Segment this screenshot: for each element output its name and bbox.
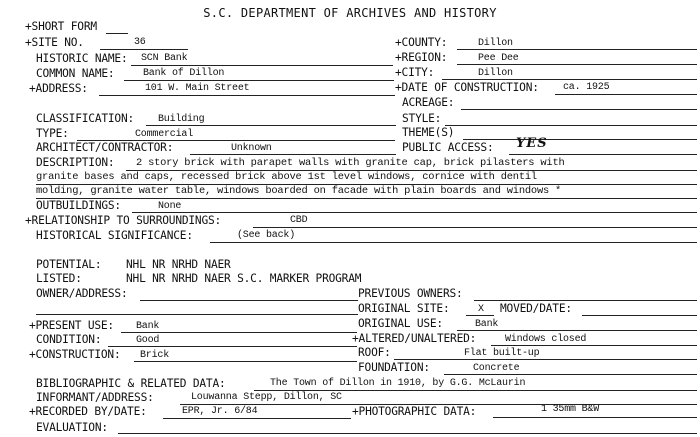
description-line-1: 2 story brick with parapet walls with granite cap, brick pilasters with [136,157,565,169]
condition-label: CONDITION: [36,333,102,346]
description-line-3: molding, granite water table, windows boarded on facade with plain boards and windows * [36,185,562,197]
original-use-label: ORIGINAL USE: [358,317,443,330]
address-value: 101 W. Main Street [145,83,250,94]
present-use-label: +PRESENT USE: [29,319,114,332]
public-access-line [509,154,697,155]
condition-line [108,346,357,347]
themes-line [463,139,697,140]
type-value: Commercial [135,129,194,140]
bibliographic-value: The Town of Dillon in 1910, by G.G. McLaurin [270,378,526,389]
date-of-construction-label: +DATE OF CONSTRUCTION: [395,81,539,94]
region-line [457,64,697,65]
architect-label: ARCHITECT/CONTRACTOR: [36,141,174,154]
themes-label: THEME(S) [402,126,455,139]
foundation-label: FOUNDATION: [358,361,430,374]
roof-label: ROOF: [358,346,391,359]
outbuildings-label: OUTBUILDINGS: [36,199,121,212]
classification-label: CLASSIFICATION: [36,112,135,125]
common-name-value: Bank of Dillon [143,68,225,79]
description-label: DESCRIPTION: [36,156,115,169]
classification-value: Building [158,114,205,125]
photographic-data-value: 1 35mm B&W [541,404,600,415]
previous-owners-label: PREVIOUS OWNERS: [358,287,463,300]
city-label: +CITY: [395,66,435,79]
owner-address-label: OWNER/ADDRESS: [36,287,128,300]
relationship-line [253,227,697,228]
outbuildings-line [132,212,697,213]
altered-label: +ALTERED/UNALTERED: [352,332,477,345]
public-access-value: YES [516,136,548,151]
historic-name-label: HISTORIC NAME: [36,52,128,65]
previous-owners-line [474,300,697,301]
recorded-by-line [163,418,351,419]
date-of-construction-line [555,94,697,95]
informant-label: INFORMANT/ADDRESS: [36,391,154,404]
original-site-line [466,315,494,316]
potential-options: NHL NR NRHD NAER [126,258,231,271]
altered-line [491,345,697,346]
acreage-label: ACREAGE: [402,96,455,109]
owner-address-line [140,300,358,301]
description-rule-3 [36,198,697,199]
short-form-line [106,33,128,34]
county-label: +COUNTY: [395,36,448,49]
county-line [457,49,697,50]
historic-name-value: SCN Bank [141,53,188,64]
relationship-value: CBD [290,215,308,226]
city-line [442,79,697,80]
moved-date-line [582,315,697,316]
description-line-2: granite bases and caps, recessed brick above 1st level windows, cornice with dentil [36,171,537,183]
county-value: Dillon [478,38,513,49]
type-label: TYPE: [36,127,69,140]
original-use-value: Bank [475,319,499,330]
architect-value: Unknown [231,143,272,154]
classification-line [146,125,396,126]
original-site-value: X [478,304,484,315]
relationship-label: +RELATIONSHIP TO SURROUNDINGS: [25,214,222,227]
original-use-line [457,330,697,331]
site-no-line [100,49,188,50]
historical-significance-value: (See back) [237,230,296,241]
architect-line [190,154,396,155]
short-form-label: +SHORT FORM [25,20,97,33]
moved-date-label: MOVED/DATE: [500,302,572,315]
acreage-line [461,109,697,110]
evaluation-line [118,433,697,434]
roof-line [394,359,697,360]
altered-value: Windows closed [505,334,587,345]
site-no-value: 36 [134,37,146,48]
style-line [445,125,697,126]
historical-significance-label: HISTORICAL SIGNIFICANCE: [36,229,193,242]
style-label: STYLE: [402,112,442,125]
date-of-construction-value: ca. 1925 [563,82,610,93]
page-title: S.C. DEPARTMENT OF ARCHIVES AND HISTORY [203,6,497,20]
foundation-value: Concrete [473,363,520,374]
construction-line [134,361,357,362]
bibliographic-label: BIBLIOGRAPHIC & RELATED DATA: [36,377,226,390]
recorded-by-value: EPR, Jr. 6/84 [182,406,258,417]
listed-options: NHL NR NRHD NAER S.C. MARKER PROGRAM [126,272,362,285]
address-label: +ADDRESS: [29,82,88,95]
construction-label: +CONSTRUCTION: [29,348,121,361]
photographic-data-label: +PHOTOGRAPHIC DATA: [352,405,477,418]
common-name-label: COMMON NAME: [36,67,115,80]
address-line [99,95,395,96]
site-no-label: +SITE NO. [25,36,84,49]
listed-label: LISTED: [36,272,82,285]
present-use-line [121,332,357,333]
original-site-label: ORIGINAL SITE: [358,302,450,315]
region-label: +REGION: [395,51,448,64]
region-value: Pee Dee [478,53,519,64]
photographic-data-line [493,417,697,418]
foundation-line [444,374,697,375]
evaluation-label: EVALUATION: [36,421,108,434]
common-name-line [124,80,394,81]
present-use-value: Bank [136,321,160,332]
potential-label: POTENTIAL: [36,258,102,271]
historical-significance-line [210,242,697,243]
outbuildings-value: None [158,201,182,212]
public-access-label: PUBLIC ACCESS: [402,141,494,154]
owner-address-line-2 [36,314,358,315]
condition-value: Good [136,335,160,346]
historic-name-line [131,65,393,66]
city-value: Dillon [478,68,513,79]
recorded-by-label: +RECORDED BY/DATE: [29,405,147,418]
construction-value: Brick [140,350,170,361]
bibliographic-line [254,390,697,391]
roof-value: Flat built-up [464,348,540,359]
informant-value: Louwanna Stepp, Dillon, SC [191,392,342,403]
